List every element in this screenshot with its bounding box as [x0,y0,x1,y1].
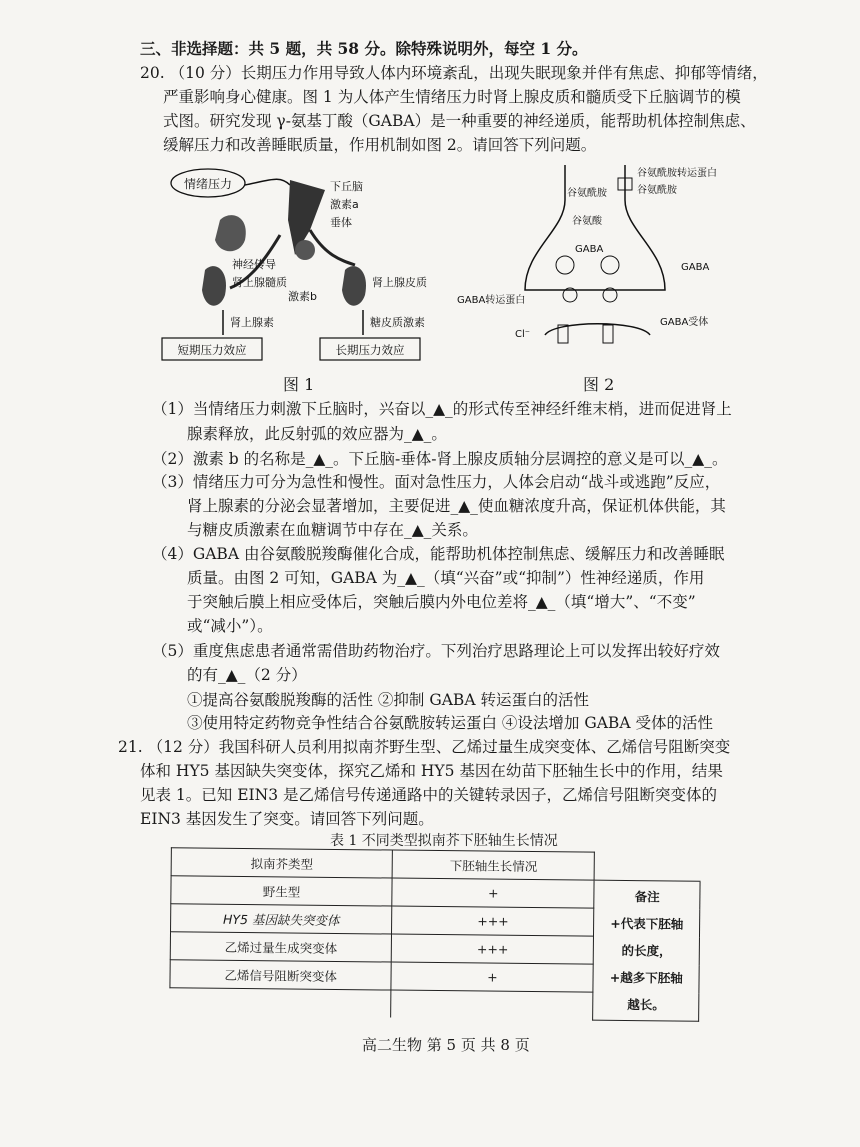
q21-line-4: EIN3 基因发生了突变。请回答下列问题。 [140,810,434,828]
q20-line-3: 式图。研究发现 γ-氨基丁酸（GABA）是一种重要的神经递质，能帮助机体控制焦虑、 [163,112,756,130]
header-remark: 备注 [634,888,660,905]
row-growth: + [392,878,595,908]
q20-sub-3b: 肾上腺素的分泌会显著增加，主要促进_▲_使血糖浓度升高，保证机体供能，其 [187,497,726,515]
remark-line-1: +代表下胚轴 [610,915,684,932]
label-adrenaline: 肾上腺素 [230,316,274,329]
adrenal-cortex-shape [342,266,366,306]
q20-sub-4a: （4）GABA 由谷氨酸脱羧酶催化合成，能帮助机体控制焦虑、缓解压力和改善睡眠 [152,545,725,563]
row-growth: +++ [391,934,594,964]
remark-line-4: 越长。 [627,996,665,1013]
label-cl: Cl⁻ [515,329,531,340]
page-footer: 高二生物 第 5 页 共 8 页 [362,1036,530,1054]
q21-line-3: 见表 1。已知 EIN3 是乙烯信号传递通路中的关键转录因子，乙烯信号阻断突变体的 [140,786,718,804]
spacer-cell [170,988,391,1018]
label-gaba-inner: GABA [575,244,604,255]
label-stress: 情绪压力 [183,177,233,191]
fig1-caption: 图 1 [283,375,315,394]
vesicle-1 [556,256,574,274]
q20-sub-4c: 于突触后膜上相应受体后，突触后膜内外电位差将_▲_（填“增大”、“不变” [187,593,696,611]
header-growth: 下胚轴生长情况 [392,850,595,880]
table-caption: 表 1 不同类型拟南芥下胚轴生长情况 [330,833,558,849]
q20-line-4: 缓解压力和改善睡眠质量，作用机制如图 2。请回答下列问题。 [163,136,597,154]
label-nerve: 神经传导 [232,258,276,271]
q20-sub-1b: 腺素释放，此反射弧的效应器为_▲_。 [187,425,447,443]
label-glutamine-1: 谷氨酰胺 [637,185,677,196]
row-type: 野生型 [171,876,392,906]
pituitary-path [310,230,355,265]
section-header: 三、非选择题：共 5 题，共 58 分。除特殊说明外，每空 1 分。 [140,39,588,58]
row-growth: + [391,962,594,992]
q20-sub-1a: （1）当情绪压力刺激下丘脑时，兴奋以_▲_的形式传至神经纤维末梢，进而促进肾上 [152,400,732,418]
remark-cell [593,880,700,1021]
label-hypothalamus: 下丘脑 [330,180,363,193]
label-cortex: 肾上腺皮质 [372,276,427,289]
figure-2 [455,160,755,375]
label-medulla: 肾上腺髓质 [232,276,287,289]
label-gaba-receptor: GABA受体 [660,317,709,328]
q20-options-1: ①提高谷氨酸脱羧酶的活性 ②抑制 GABA 转运蛋白的活性 [187,691,589,709]
label-gaba-transporter: GABA转运蛋白 [457,295,526,306]
q20-sub-4d: 或“减小”）。 [187,617,273,635]
q20-sub-2: （2）激素 b 的名称是_▲_。下丘脑-垂体-肾上腺皮质轴分层调控的意义是可以_▲_。 [152,450,728,468]
q20-line-1: 20. （10 分）长期压力作用导致人体内环境紊乱，出现失眠现象并伴有焦虑、抑郁等情绪， [140,64,768,82]
label-glucocorticoid: 糖皮质激素 [370,316,425,329]
label-short-effect: 短期压力效应 [177,343,247,357]
label-glutamine-2: 谷氨酰胺 [567,188,607,199]
label-gaba-right: GABA [681,262,710,273]
row-type: HY5 基因缺失突变体 [171,904,392,934]
remark-line-2: 的长度， [621,942,672,959]
figure-1 [160,160,460,370]
row-growth: +++ [392,906,595,936]
header-blank [595,852,701,881]
label-hormone-a: 激素a [330,198,359,211]
q20-sub-4b: 质量。由图 2 可知，GABA 为_▲_（填“兴奋”或“抑制”）性神经递质，作用 [187,569,705,587]
receptor-right [603,325,613,343]
growth-table [169,847,701,1021]
q20-sub-3c: 与糖皮质激素在血糖调节中存在_▲_关系。 [187,521,478,539]
label-long-effect: 长期压力效应 [335,343,405,357]
q20-sub-5a: （5）重度焦虑患者通常需借助药物治疗。下列治疗思路理论上可以发挥出较好疗效 [152,642,720,660]
arrow-stress [245,179,290,185]
fig2-caption: 图 2 [583,375,615,394]
adrenal-medulla-shape [202,266,226,306]
pituitary-shape [295,240,315,260]
q20-sub-5b: 的有_▲_（2 分） [187,666,307,684]
spacer-cell [391,990,594,1020]
q20-sub-3a: （3）情绪压力可分为急性和慢性。面对急性压力，人体会启动“战斗或逃跑”反应， [152,473,721,491]
header-type: 拟南芥类型 [171,848,392,878]
vesicle-2 [601,256,619,274]
label-glutamine-transporter: 谷氨酰胺转运蛋白 [637,168,717,179]
row-type: 乙烯信号阻断突变体 [170,960,391,990]
remark-line-3: +越多下胚轴 [609,969,683,986]
q20-options-2: ③使用特定药物竞争性结合谷氨酰胺转运蛋白 ④设法增加 GABA 受体的活性 [187,714,713,732]
q21-line-2: 体和 HY5 基因缺失突变体，探究乙烯和 HY5 基因在幼苗下胚轴生长中的作用，结果 [140,762,723,780]
label-pituitary: 垂体 [330,216,352,229]
row-type: 乙烯过量生成突变体 [170,932,391,962]
q20-line-2: 严重影响身心健康。图 1 为人体产生情绪压力时肾上腺皮质和髓质受下丘脑调节的模 [163,88,741,106]
presynaptic-terminal [525,165,665,290]
kidney-left [215,215,246,251]
label-glutamate: 谷氨酸 [572,216,602,227]
q21-line-1: 21. （12 分）我国科研人员利用拟南芥野生型、乙烯过量生成突变体、乙烯信号阻断突变 [118,738,731,756]
label-hormone-b: 激素b [288,290,317,303]
